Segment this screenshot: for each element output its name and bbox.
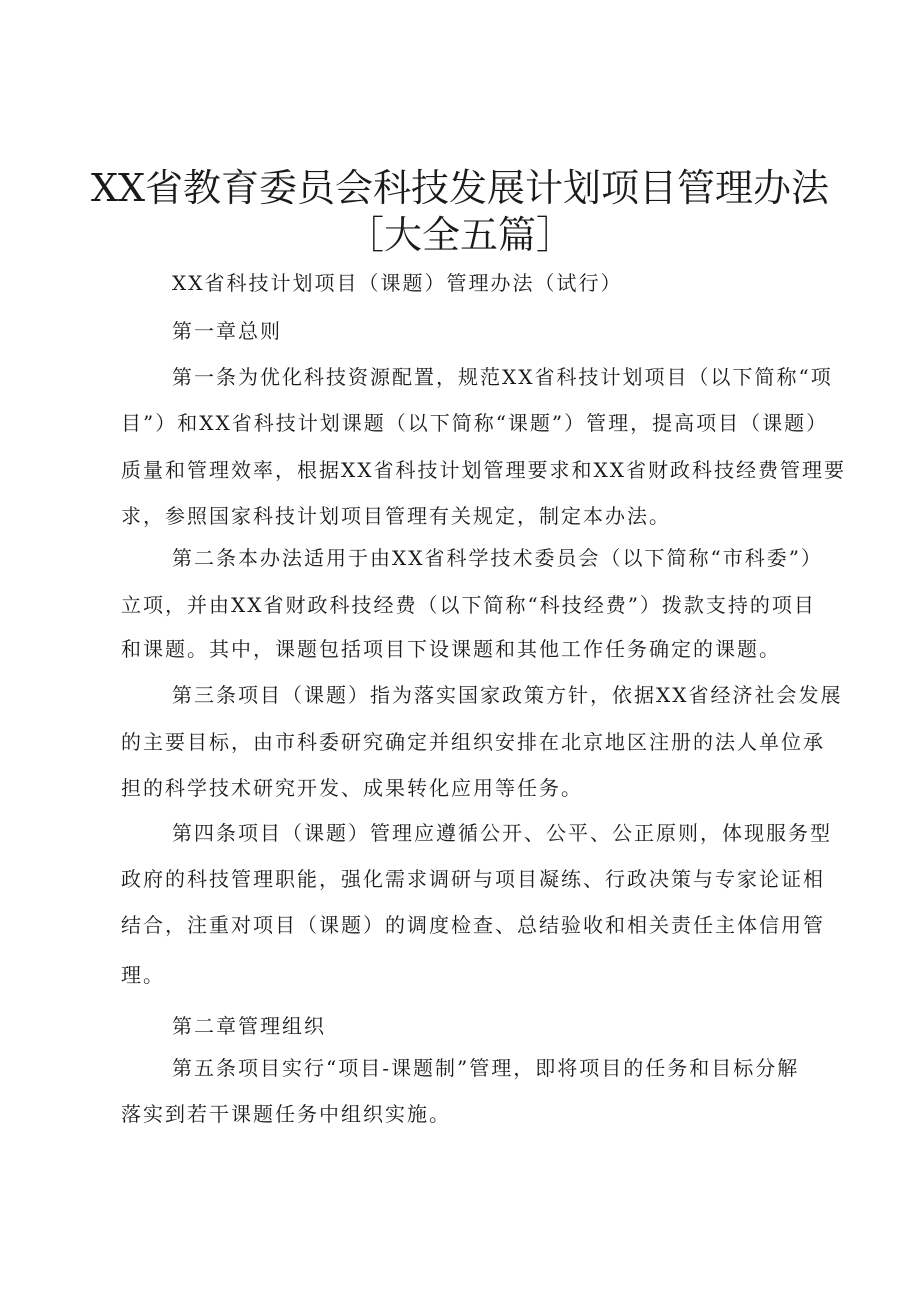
article-5-line-2: 落实到若干课题任务中组织实施。 xyxy=(121,1102,451,1126)
article-2-line-1: 第二条本办法适用于由XX省科学技术委员会（以下简称“市科委”） xyxy=(172,546,823,570)
subtitle: XX省科技计划项目（课题）管理办法（试行） xyxy=(172,271,623,295)
article-1-line-2: 目”）和XX省科技计划课题（以下简称“课题”）管理，提高项目（课题） xyxy=(121,411,829,435)
article-1-line-3: 质量和管理效率，根据XX省科技计划管理要求和XX省财政科技经费管理要 xyxy=(121,458,846,482)
article-4-line-3: 结合，注重对项目（课题）的调度检查、总结验收和相关责任主体信用管 xyxy=(121,913,825,937)
chapter-heading-1: 第一章总则 xyxy=(172,319,282,343)
article-1-line-1: 第一条为优化科技资源配置，规范XX省科技计划项目（以下简称“项 xyxy=(172,365,833,389)
article-1-line-4: 求，参照国家科技计划项目管理有关规定，制定本办法。 xyxy=(121,504,671,528)
document-title-line-1: XX省教育委员会科技发展计划项目管理办法 xyxy=(90,166,830,210)
article-3-line-3: 担的科学技术研究开发、成果转化应用等任务。 xyxy=(121,776,583,800)
article-3-line-2: 的主要目标，由市科委研究确定并组织安排在北京地区注册的法人单位承 xyxy=(121,730,825,754)
article-5-line-1: 第五条项目实行“项目-课题制”管理，即将项目的任务和目标分解 xyxy=(172,1056,800,1080)
article-3-line-1: 第三条项目（课题）指为落实国家政策方针，依据XX省经济社会发展 xyxy=(172,683,843,707)
chapter-heading-2: 第二章管理组织 xyxy=(172,1014,326,1038)
article-4-line-1: 第四条项目（课题）管理应遵循公开、公平、公正原则，体现服务型 xyxy=(172,821,832,845)
article-2-line-2: 立项，并由XX省财政科技经费（以下简称“科技经费”）拨款支持的项目 xyxy=(121,593,816,617)
article-4-line-2: 政府的科技管理职能，强化需求调研与项目凝练、行政决策与专家论证相 xyxy=(121,867,825,891)
article-2-line-3: 和课题。其中，课题包括项目下设课题和其他工作任务确定的课题。 xyxy=(121,637,781,661)
article-4-line-4: 理。 xyxy=(121,963,165,987)
document-title-line-2: ［大全五篇］ xyxy=(345,213,574,257)
